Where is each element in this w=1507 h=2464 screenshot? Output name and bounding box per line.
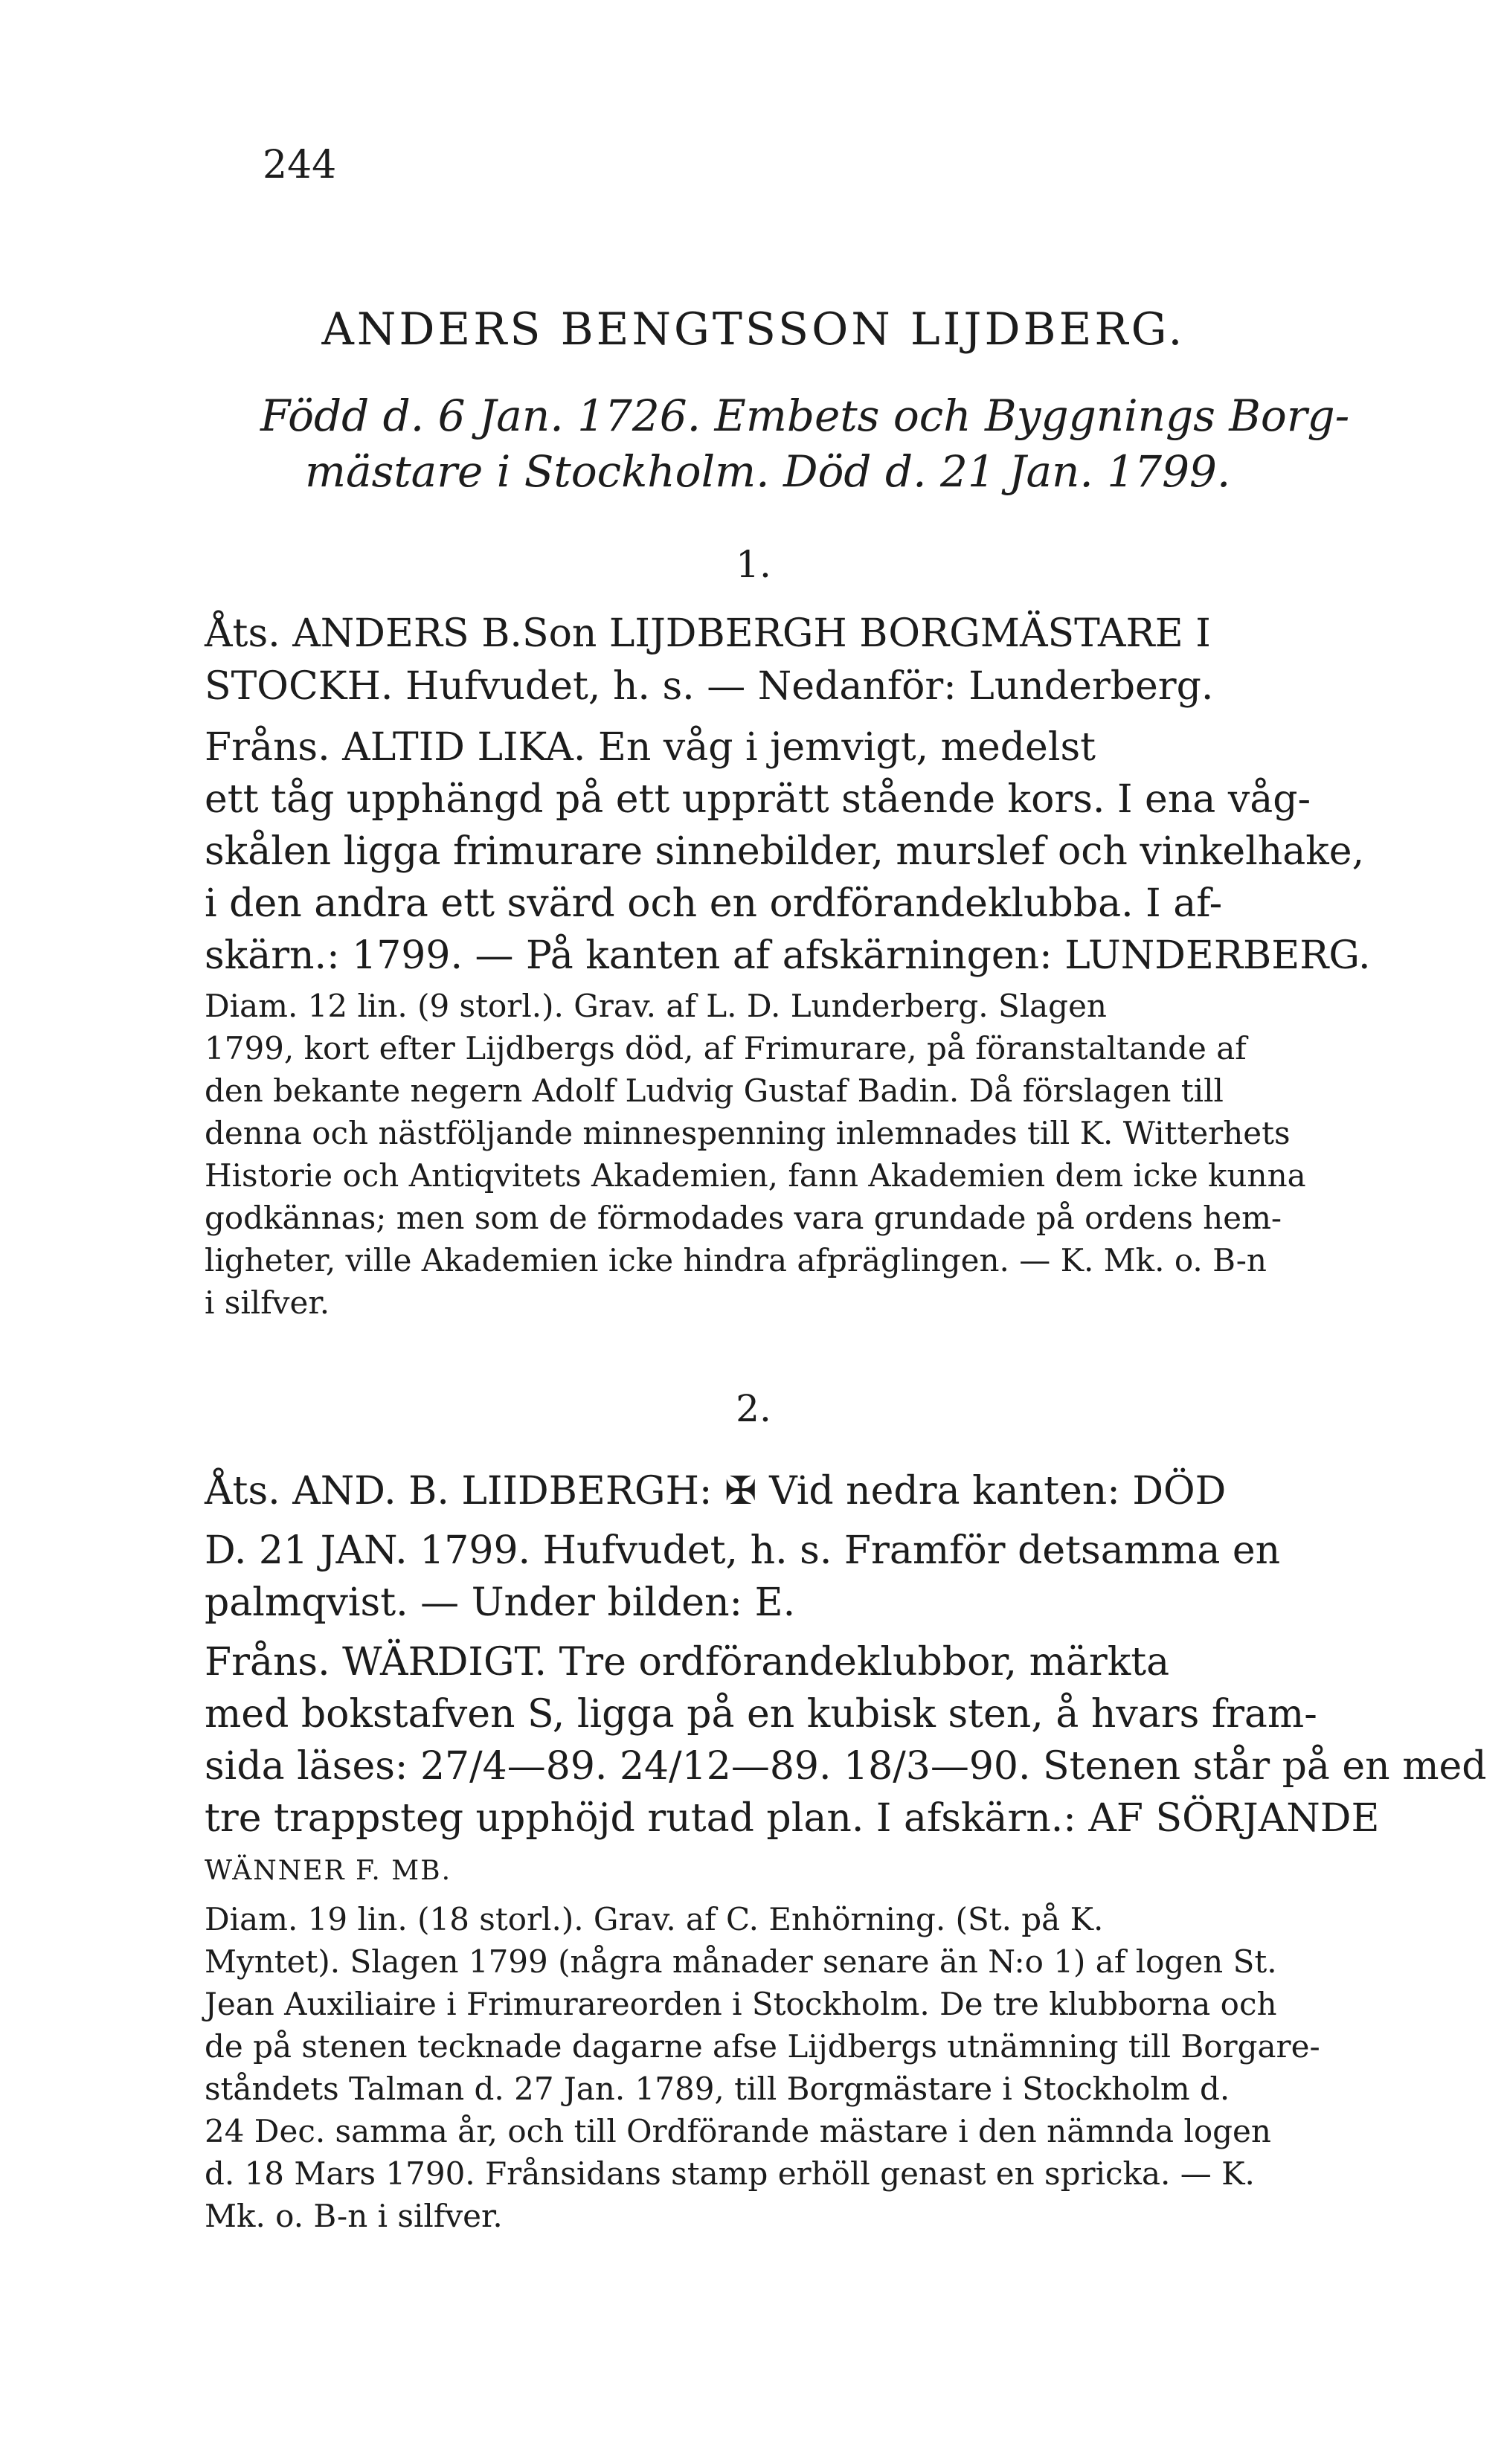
s2-line-6: sida läses: 27/4—89. 24/12—89. 18/3—90. Stenen står på en med <box>205 1744 1487 1789</box>
s2-note-4: de på stenen tecknade dagarne afse Lijdbergs utnämning till Borgare- <box>205 2028 1320 2065</box>
s1-note-7: ligheter, ville Akademien icke hindra afpräglingen. — K. Mk. o. B-n <box>205 1242 1267 1278</box>
s1-line-3: Fråns. ALTID LIKA. En våg i jemvigt, medelst <box>205 725 1096 770</box>
s2-note-1: Diam. 19 lin. (18 storl.). Grav. af C. Enhörning. (St. på K. <box>205 1901 1104 1937</box>
s2-line-2: D. 21 JAN. 1799. Hufvudet, h. s. Framför detsamma en <box>205 1528 1281 1573</box>
page-title: ANDERS BENGTSSON LIJDBERG. <box>321 303 1186 356</box>
s2-note-2: Myntet). Slagen 1799 (några månader senare än N:o 1) af logen St. <box>205 1943 1277 1980</box>
s1-line-6: i den andra ett svärd och en ordförandeklubba. I af- <box>205 881 1223 926</box>
s2-note-5: ståndets Talman d. 27 Jan. 1789, till Borgmästare i Stockholm d. <box>205 2071 1230 2107</box>
s1-line-1: Åts. ANDERS B.Son LIJDBERGH BORGMÄSTARE I <box>205 611 1211 656</box>
s1-line-4: ett tåg upphängd på ett upprätt stående kors. I ena våg- <box>205 777 1311 822</box>
s1-note-2: 1799, kort efter Lijdbergs död, af Frimurare, på föranstaltande af <box>205 1030 1247 1067</box>
s1-line-5: skålen ligga frimurare sinnebilder, murslef och vinkelhake, <box>205 829 1365 874</box>
s1-note-6: godkännas; men som de förmodades vara grundade på ordens hem- <box>205 1200 1282 1236</box>
s2-note-6: 24 Dec. samma år, och till Ordförande mästare i den nämnda logen <box>205 2113 1271 2149</box>
s2-line-1: Åts. AND. B. LIIDBERGH: ✠ Vid nedra kanten: DÖD <box>205 1469 1227 1514</box>
s2-line-5: med bokstafven S, ligga på en kubisk sten, å hvars fram- <box>205 1692 1317 1737</box>
s2-note-3: Jean Auxiliaire i Frimurareorden i Stockholm. De tre klubborna och <box>205 1986 1277 2022</box>
s2-line-3: palmqvist. — Under bilden: E. <box>205 1580 796 1625</box>
s1-note-4: denna och nästföljande minnespenning inlemnades till K. Witterhets <box>205 1115 1291 1151</box>
s1-note-1: Diam. 12 lin. (9 storl.). Grav. af L. D. Lunderberg. Slagen <box>205 988 1107 1024</box>
s1-line-7: skärn.: 1799. — På kanten af afskärningen: LUNDERBERG. <box>205 933 1371 978</box>
s2-line-4: Fråns. WÄRDIGT. Tre ordförandeklubbor, märkta <box>205 1640 1170 1685</box>
s1-line-2: STOCKH. Hufvudet, h. s. — Nedanför: Lunderberg. <box>205 664 1214 709</box>
section-2-number: 2. <box>736 1387 771 1430</box>
s1-note-3: den bekante negern Adolf Ludvig Gustaf Badin. Då förslagen till <box>205 1072 1224 1109</box>
s2-line-7: tre trappsteg upphöjd rutad plan. I afskärn.: AF SÖRJANDE <box>205 1796 1380 1841</box>
bio-line-1: Född d. 6 Jan. 1726. Embets och Byggnings Borg- <box>260 390 1350 441</box>
s2-note-7: d. 18 Mars 1790. Frånsidans stamp erhöll genast en spricka. — K. <box>205 2155 1255 2192</box>
section-1-number: 1. <box>736 543 771 586</box>
s2-note-8: Mk. o. B-n i silfver. <box>205 2198 503 2234</box>
s1-note-8: i silfver. <box>205 1284 330 1321</box>
s1-note-5: Historie och Antiqvitets Akademien, fann Akademien dem icke kunna <box>205 1157 1306 1194</box>
bio-line-2: mästare i Stockholm. Död d. 21 Jan. 1799. <box>305 446 1231 497</box>
page-number: 244 <box>263 143 337 187</box>
s2-line-8: WÄNNER F. MB. <box>205 1856 452 1886</box>
